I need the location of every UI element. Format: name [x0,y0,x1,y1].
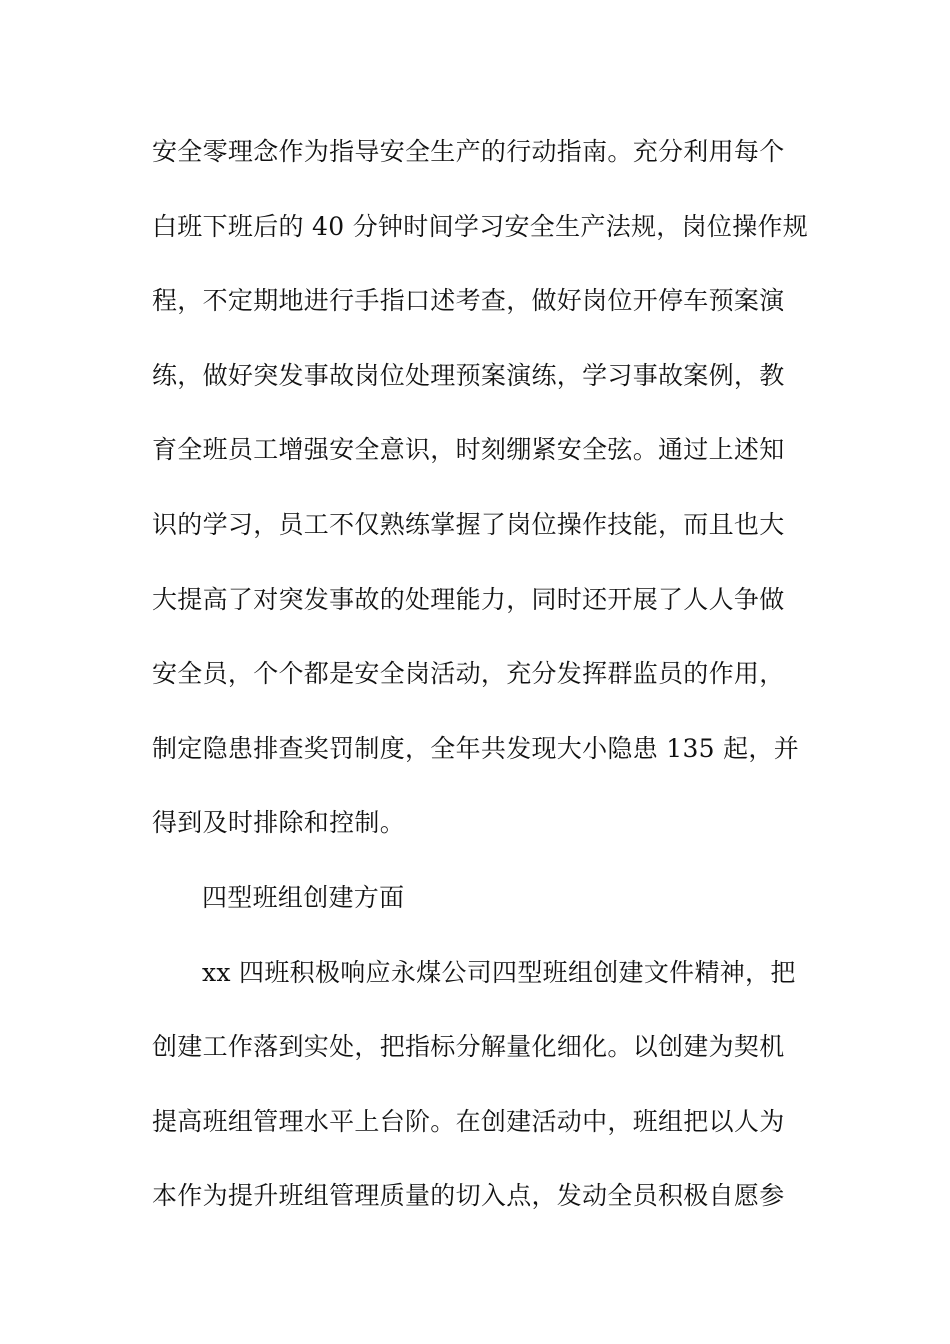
body-line-10: 得到及时排除和控制。 [152,808,406,838]
document-body [152,126,812,1245]
body-line-5: 育全班员工增强安全意识，时刻绷紧安全弦。通过上述知 [152,435,785,465]
body-line-12: xx 四班积极响应永煤公司四型班组创建文件精神，把 [202,957,796,987]
body-line-13: 创建工作落到实处，把指标分解量化细化。以创建为契机 [152,1032,785,1062]
body-line-3: 程，不定期地进行手指口述考查，做好岗位开停车预案演 [152,286,785,316]
body-line-6: 识的学习，员工不仅熟练掌握了岗位操作技能，而且也大 [152,509,785,539]
body-line-1: 安全零理念作为指导安全生产的行动指南。充分利用每个 [152,137,785,166]
body-line-4: 练，做好突发事故岗位处理预案演练，学习事故案例，教 [152,360,785,390]
body-line-15: 本作为提升班组管理质量的切入点，发动全员积极自愿参 [152,1181,785,1211]
body-line-7: 大提高了对突发事故的处理能力，同时还开展了人人争做 [152,584,785,614]
body-line-2: 白班下班后的 40 分钟时间学习安全生产法规，岗位操作规 [152,211,809,241]
body-line-14: 提高班组管理水平上台阶。在创建活动中，班组把以人为 [152,1106,785,1136]
body-line-8: 安全员，个个都是安全岗活动，充分发挥群监员的作用， [152,659,785,689]
section-heading: 四型班组创建方面 [202,882,405,912]
body-line-9: 制定隐患排查奖罚制度，全年共发现大小隐患 135 起，并 [152,733,800,763]
